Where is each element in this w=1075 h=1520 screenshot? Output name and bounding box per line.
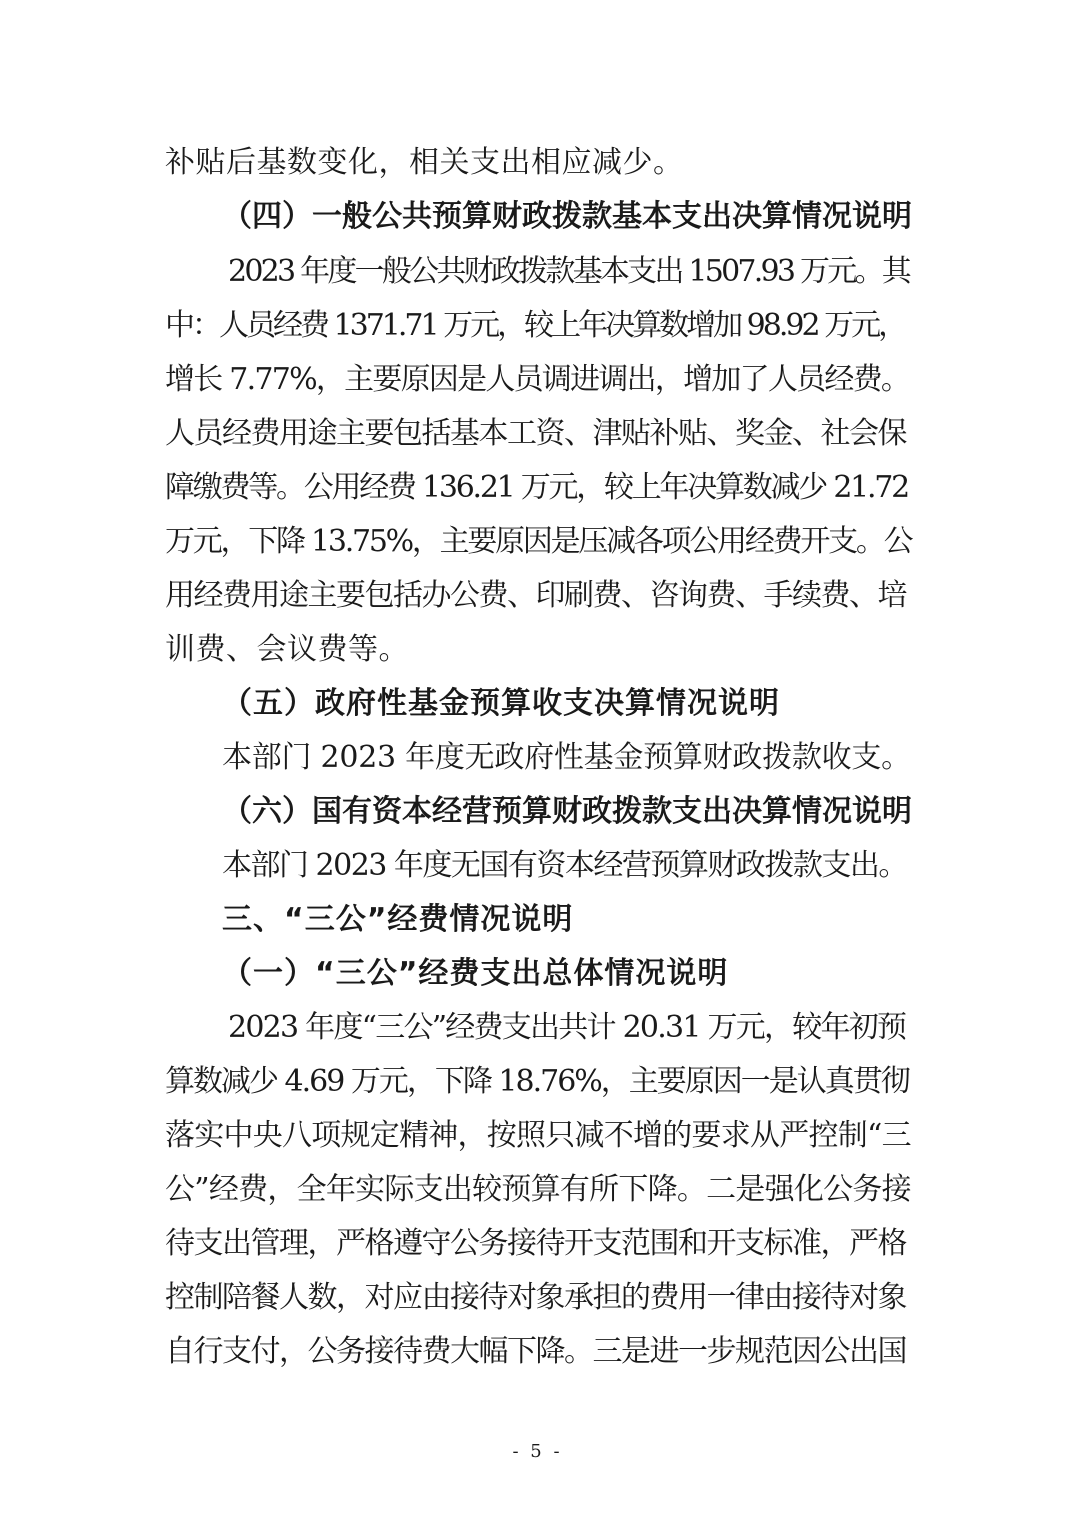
paragraph-text: 算数减少 4.69 万元，下降 18.76%，主要原因一是认真贯彻 [165,1064,909,1099]
paragraph-text: 万元，下降 13.75%，主要原因是压减各项公用经费开支。公 [165,524,912,559]
paragraph-text: 本部门 2023 年度无政府性基金预算财政拨款收支。 [222,740,911,775]
paragraph-text: 控制陪餐人数，对应由接待对象承担的费用一律由接待对象 [165,1280,906,1315]
paragraph-text: 2023 年度“三公”经费支出共计 20.31 万元，较年初预 [228,1010,906,1045]
chapter-heading-text: 三、“三公”经费情况说明 [222,902,574,937]
paragraph-text: 落实中央八项规定精神，按照只减不增的要求从严控制“三 [165,1118,911,1153]
paragraph-text: 增长 7.77%，主要原因是人员调进调出，增加了人员经费。 [165,362,910,397]
section-heading-text: （六）国有资本经营预算财政拨款支出决算情况说明 [222,794,912,829]
page-number: - 5 - [512,1441,563,1462]
paragraph-text: 2023 年度一般公共财政拨款基本支出 1507.93 万元。其 [228,254,910,289]
paragraph-text: 待支出管理，严格遵守公务接待开支范围和开支标准，严格 [165,1226,906,1261]
paragraph-text: 训费、会议费等。 [165,632,409,667]
paragraph-text: 用经费用途主要包括办公费、印刷费、咨询费、手续费、培 [165,578,906,613]
section-heading-text: （五）政府性基金预算收支决算情况说明 [222,686,780,721]
paragraph-text: 人员经费用途主要包括基本工资、津贴补贴、奖金、社会保 [165,416,906,451]
paragraph-text: 补贴后基数变化，相关支出相应减少。 [165,145,684,180]
paragraph-text: 障缴费等。公用经费 136.21 万元，较上年决算数减少 21.72 [165,470,908,505]
paragraph-text: 中：人员经费 1371.71 万元，较上年决算数增加 98.92 万元， [165,308,906,343]
section-heading-text: （四）一般公共预算财政拨款基本支出决算情况说明 [222,199,912,234]
section-heading-text: （一）“三公”经费支出总体情况说明 [222,956,729,991]
paragraph-text: 公”经费，全年实际支出较预算有所下降。二是强化公务接 [165,1172,911,1207]
paragraph-text: 自行支付，公务接待费大幅下降。三是进一步规范因公出国 [165,1334,906,1369]
paragraph-text: 本部门 2023 年度无国有资本经营预算财政拨款支出。 [222,848,907,883]
